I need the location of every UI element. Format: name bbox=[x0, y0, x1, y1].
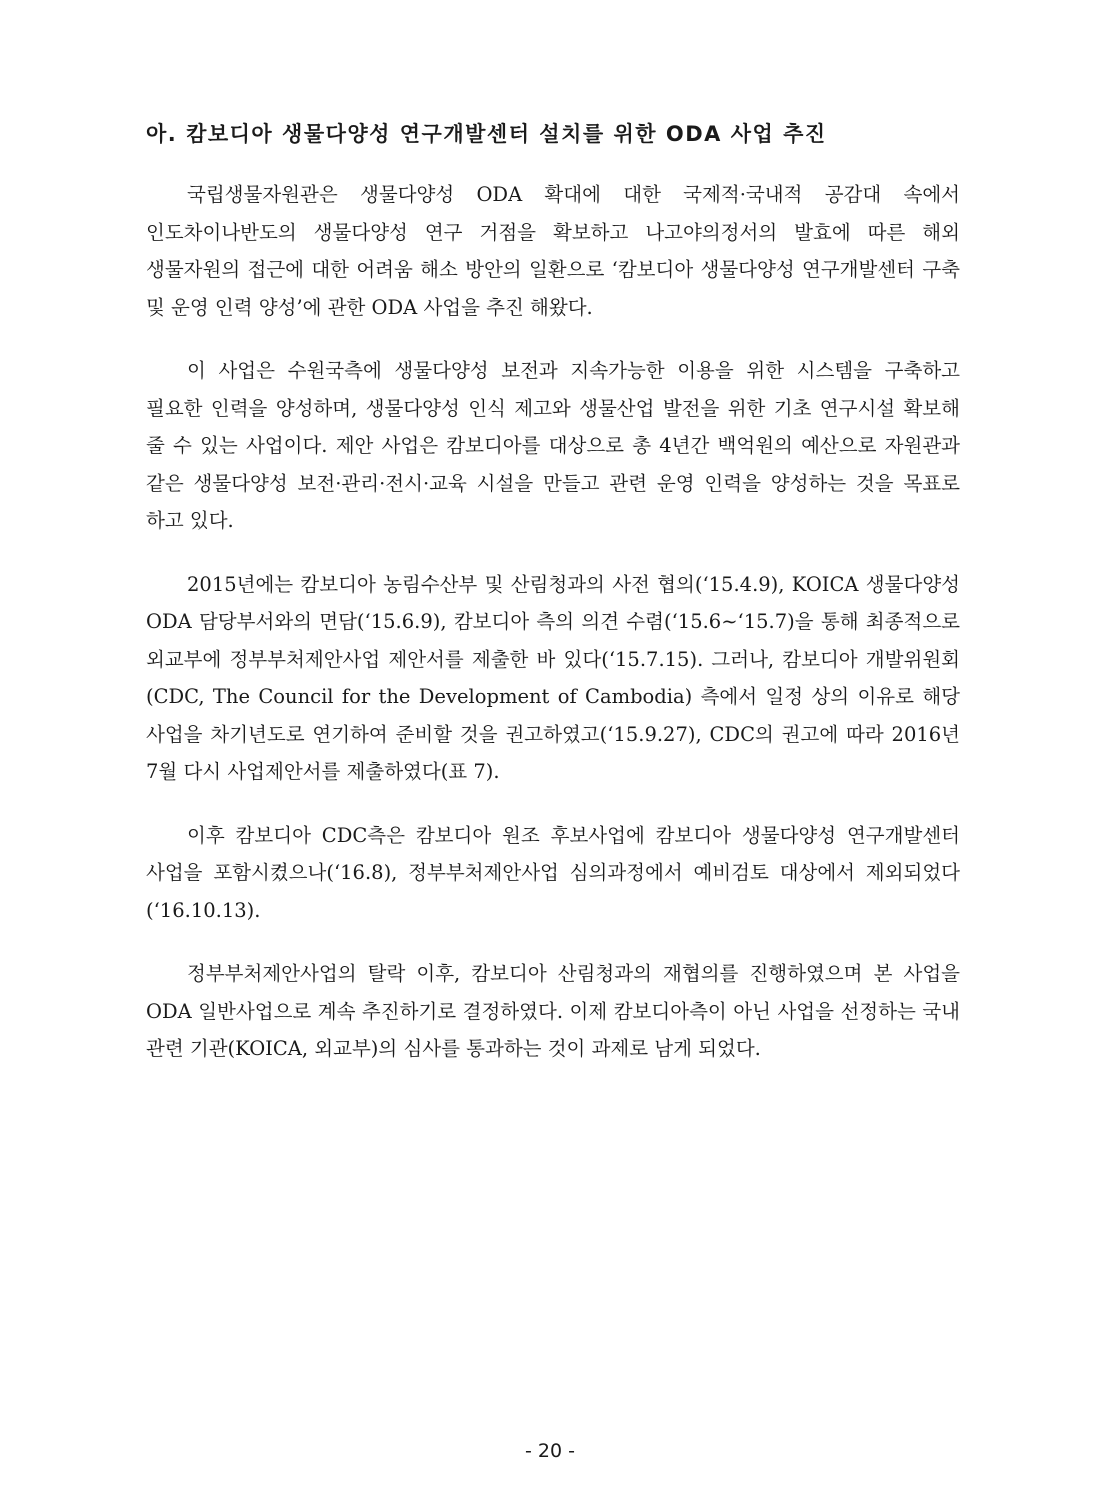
paragraph-5: 정부부처제안사업의 탈락 이후, 캄보디아 산림청과의 재협의를 진행하였으며 본 사업을 ODA 일반사업으로 계속 추진하기로 결정하였다. 이제 캄보디아측이 아닌 사업을 선정하는 국내 관련 기관(KOICA, 외교부)의 심사를 통과하는 것이 과제로 남게 되었다. bbox=[146, 962, 960, 1060]
paragraph-1: 국립생물자원관은 생물다양성 ODA 확대에 대한 국제적·국내적 공감대 속에서 인도차이나반도의 생물다양성 연구 거점을 확보하고 나고야의정서의 발효에 따른 해외 생물자원의 접근에 대한 어려움 해소 방안의 일환으로 ‘캄보디아 생물다양성 연구개발센터 구축 및 운영 인력 양성’에 관한 ODA 사업을 추진 해왔다. bbox=[146, 183, 960, 319]
page-number: - 20 - bbox=[525, 1440, 575, 1462]
paragraph-4: 이후 캄보디아 CDC측은 캄보디아 원조 후보사업에 캄보디아 생물다양성 연구개발센터 사업을 포함시켰으나(‘16.8), 정부부처제안사업 심의과정에서 예비검토 대상에서 제외되었다(‘16.10.13). bbox=[146, 823, 960, 922]
paragraph-3: 2015년에는 캄보디아 농림수산부 및 산림청과의 사전 협의(‘15.4.9), KOICA 생물다양성 ODA 담당부서와의 면담(‘15.6.9), 캄보디아 측의 의견 수렴(‘15.6∼‘15.7)을 통해 최종적으로 외교부에 정부부처제안사업 제안서를 제출한 바 있다(‘15.7.15). 그러나, 캄보디아 개발위원회(CDC, The Council for the Development of Cambodia) 측에서 일정 상의 이유로 해당 사업을 차기년도로 연기하여 준비할 것을 권고하였고(‘15.9.27), CDC의 권고에 따라 2016년 7월 다시 사업제안서를 제출하였다(표 7). bbox=[146, 572, 960, 783]
paragraph-2: 이 사업은 수원국측에 생물다양성 보전과 지속가능한 이용을 위한 시스템을 구축하고 필요한 인력을 양성하며, 생물다양성 인식 제고와 생물산업 발전을 위한 기초 연구시설 확보해 줄 수 있는 사업이다. 제안 사업은 캄보디아를 대상으로 총 4년간 백억원의 예산으로 자원관과 같은 생물다양성 보전·관리·전시·교육 시설을 만들고 관련 운영 인력을 양성하는 것을 목표로 하고 있다. bbox=[146, 359, 960, 532]
section-title: 아. 캄보디아 생물다양성 연구개발센터 설치를 위한 ODA 사업 추진 bbox=[146, 122, 827, 146]
page-content bbox=[146, 118, 960, 1094]
